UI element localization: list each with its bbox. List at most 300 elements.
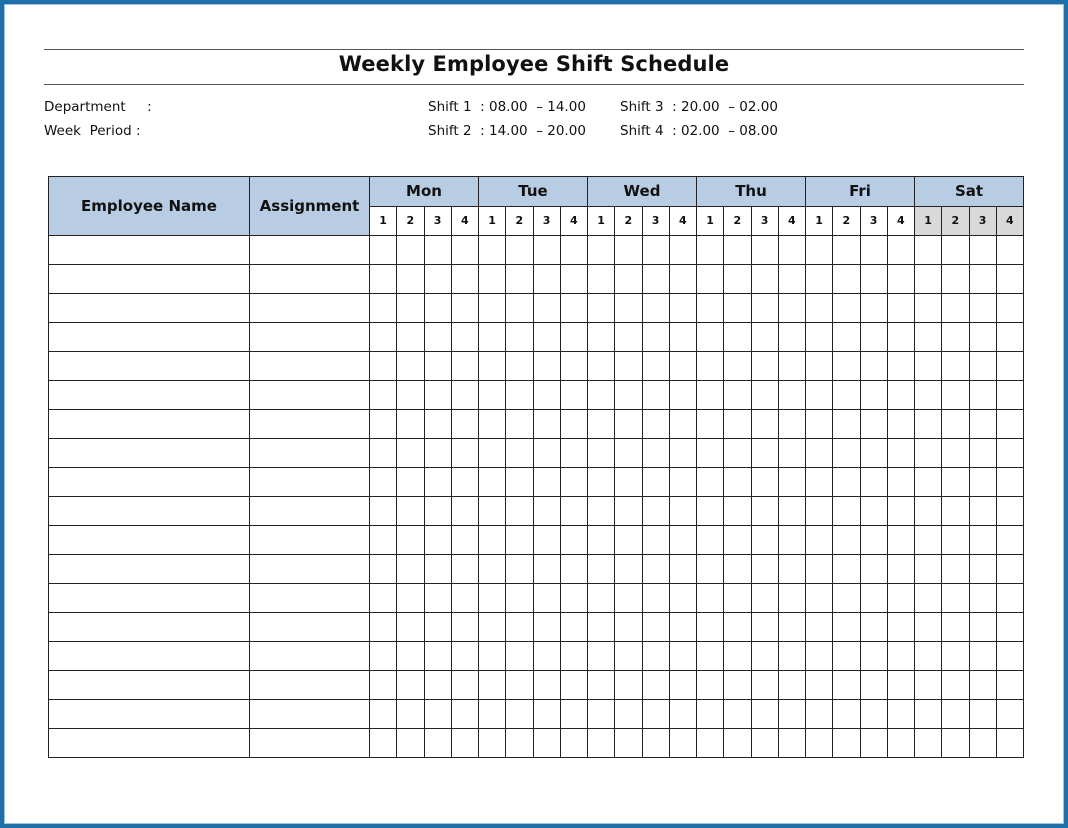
shift-cell[interactable]	[506, 468, 533, 497]
shift-cell[interactable]	[778, 497, 805, 526]
assignment-cell[interactable]	[250, 352, 370, 381]
shift-cell[interactable]	[778, 236, 805, 265]
shift-cell[interactable]	[588, 381, 615, 410]
shift-cell[interactable]	[588, 642, 615, 671]
employee-name-cell[interactable]	[49, 265, 250, 294]
shift-cell[interactable]	[397, 265, 424, 294]
shift-cell[interactable]	[588, 700, 615, 729]
shift-cell[interactable]	[669, 236, 696, 265]
shift-cell[interactable]	[942, 294, 969, 323]
shift-cell[interactable]	[887, 642, 914, 671]
shift-cell[interactable]	[669, 381, 696, 410]
shift-cell[interactable]	[806, 555, 833, 584]
shift-cell[interactable]	[833, 352, 860, 381]
shift-cell[interactable]	[642, 729, 669, 758]
shift-cell[interactable]	[370, 381, 397, 410]
assignment-cell[interactable]	[250, 729, 370, 758]
shift-cell[interactable]	[451, 613, 478, 642]
shift-cell[interactable]	[669, 323, 696, 352]
shift-cell[interactable]	[915, 236, 942, 265]
shift-cell[interactable]	[887, 294, 914, 323]
shift-cell[interactable]	[588, 294, 615, 323]
shift-cell[interactable]	[588, 410, 615, 439]
shift-cell[interactable]	[833, 265, 860, 294]
shift-cell[interactable]	[397, 410, 424, 439]
shift-cell[interactable]	[615, 555, 642, 584]
shift-cell[interactable]	[615, 671, 642, 700]
shift-cell[interactable]	[860, 381, 887, 410]
shift-cell[interactable]	[915, 323, 942, 352]
shift-cell[interactable]	[996, 584, 1023, 613]
shift-cell[interactable]	[615, 381, 642, 410]
shift-cell[interactable]	[833, 700, 860, 729]
shift-cell[interactable]	[887, 555, 914, 584]
employee-name-cell[interactable]	[49, 729, 250, 758]
shift-cell[interactable]	[533, 381, 560, 410]
shift-cell[interactable]	[996, 729, 1023, 758]
shift-cell[interactable]	[370, 729, 397, 758]
shift-cell[interactable]	[778, 410, 805, 439]
shift-cell[interactable]	[560, 613, 587, 642]
shift-cell[interactable]	[724, 555, 751, 584]
shift-cell[interactable]	[642, 468, 669, 497]
shift-cell[interactable]	[533, 265, 560, 294]
shift-cell[interactable]	[424, 526, 451, 555]
shift-cell[interactable]	[860, 410, 887, 439]
shift-cell[interactable]	[697, 584, 724, 613]
shift-cell[interactable]	[642, 265, 669, 294]
shift-cell[interactable]	[588, 555, 615, 584]
shift-cell[interactable]	[697, 613, 724, 642]
shift-cell[interactable]	[669, 468, 696, 497]
shift-cell[interactable]	[588, 439, 615, 468]
shift-cell[interactable]	[451, 439, 478, 468]
shift-cell[interactable]	[506, 381, 533, 410]
shift-cell[interactable]	[806, 497, 833, 526]
shift-cell[interactable]	[451, 584, 478, 613]
shift-cell[interactable]	[887, 381, 914, 410]
shift-cell[interactable]	[724, 381, 751, 410]
shift-cell[interactable]	[533, 526, 560, 555]
shift-cell[interactable]	[642, 381, 669, 410]
shift-cell[interactable]	[370, 642, 397, 671]
shift-cell[interactable]	[615, 439, 642, 468]
shift-cell[interactable]	[560, 555, 587, 584]
shift-cell[interactable]	[778, 381, 805, 410]
shift-cell[interactable]	[669, 497, 696, 526]
shift-cell[interactable]	[451, 468, 478, 497]
shift-cell[interactable]	[397, 468, 424, 497]
shift-cell[interactable]	[860, 700, 887, 729]
shift-cell[interactable]	[915, 294, 942, 323]
shift-cell[interactable]	[751, 526, 778, 555]
shift-cell[interactable]	[370, 555, 397, 584]
shift-cell[interactable]	[942, 729, 969, 758]
shift-cell[interactable]	[397, 729, 424, 758]
shift-cell[interactable]	[397, 439, 424, 468]
shift-cell[interactable]	[996, 642, 1023, 671]
shift-cell[interactable]	[560, 700, 587, 729]
shift-cell[interactable]	[560, 439, 587, 468]
employee-name-cell[interactable]	[49, 700, 250, 729]
shift-cell[interactable]	[751, 439, 778, 468]
shift-cell[interactable]	[860, 468, 887, 497]
shift-cell[interactable]	[370, 613, 397, 642]
shift-cell[interactable]	[451, 671, 478, 700]
shift-cell[interactable]	[806, 671, 833, 700]
shift-cell[interactable]	[697, 439, 724, 468]
shift-cell[interactable]	[397, 323, 424, 352]
shift-cell[interactable]	[751, 642, 778, 671]
shift-cell[interactable]	[697, 526, 724, 555]
shift-cell[interactable]	[533, 323, 560, 352]
shift-cell[interactable]	[588, 729, 615, 758]
shift-cell[interactable]	[506, 584, 533, 613]
shift-cell[interactable]	[751, 729, 778, 758]
shift-cell[interactable]	[615, 236, 642, 265]
shift-cell[interactable]	[451, 526, 478, 555]
shift-cell[interactable]	[806, 381, 833, 410]
shift-cell[interactable]	[887, 323, 914, 352]
shift-cell[interactable]	[778, 613, 805, 642]
assignment-cell[interactable]	[250, 265, 370, 294]
shift-cell[interactable]	[697, 265, 724, 294]
shift-cell[interactable]	[424, 555, 451, 584]
shift-cell[interactable]	[806, 468, 833, 497]
shift-cell[interactable]	[560, 381, 587, 410]
shift-cell[interactable]	[506, 352, 533, 381]
shift-cell[interactable]	[451, 642, 478, 671]
shift-cell[interactable]	[887, 584, 914, 613]
shift-cell[interactable]	[996, 294, 1023, 323]
shift-cell[interactable]	[451, 236, 478, 265]
shift-cell[interactable]	[479, 555, 506, 584]
shift-cell[interactable]	[506, 729, 533, 758]
shift-cell[interactable]	[669, 642, 696, 671]
shift-cell[interactable]	[669, 526, 696, 555]
assignment-cell[interactable]	[250, 294, 370, 323]
assignment-cell[interactable]	[250, 381, 370, 410]
shift-cell[interactable]	[479, 352, 506, 381]
shift-cell[interactable]	[560, 323, 587, 352]
shift-cell[interactable]	[424, 323, 451, 352]
shift-cell[interactable]	[588, 526, 615, 555]
shift-cell[interactable]	[479, 294, 506, 323]
shift-cell[interactable]	[806, 236, 833, 265]
shift-cell[interactable]	[642, 352, 669, 381]
shift-cell[interactable]	[615, 584, 642, 613]
shift-cell[interactable]	[560, 236, 587, 265]
shift-cell[interactable]	[724, 700, 751, 729]
shift-cell[interactable]	[996, 381, 1023, 410]
shift-cell[interactable]	[642, 671, 669, 700]
shift-cell[interactable]	[833, 410, 860, 439]
shift-cell[interactable]	[642, 236, 669, 265]
shift-cell[interactable]	[996, 700, 1023, 729]
shift-cell[interactable]	[833, 555, 860, 584]
shift-cell[interactable]	[996, 497, 1023, 526]
shift-cell[interactable]	[479, 642, 506, 671]
shift-cell[interactable]	[833, 468, 860, 497]
assignment-cell[interactable]	[250, 439, 370, 468]
shift-cell[interactable]	[942, 381, 969, 410]
shift-cell[interactable]	[996, 236, 1023, 265]
assignment-cell[interactable]	[250, 236, 370, 265]
shift-cell[interactable]	[615, 352, 642, 381]
shift-cell[interactable]	[806, 323, 833, 352]
shift-cell[interactable]	[969, 439, 996, 468]
shift-cell[interactable]	[915, 700, 942, 729]
assignment-cell[interactable]	[250, 584, 370, 613]
shift-cell[interactable]	[724, 352, 751, 381]
shift-cell[interactable]	[751, 468, 778, 497]
shift-cell[interactable]	[615, 526, 642, 555]
shift-cell[interactable]	[942, 410, 969, 439]
shift-cell[interactable]	[370, 323, 397, 352]
shift-cell[interactable]	[860, 439, 887, 468]
shift-cell[interactable]	[833, 439, 860, 468]
shift-cell[interactable]	[451, 410, 478, 439]
shift-cell[interactable]	[969, 584, 996, 613]
shift-cell[interactable]	[751, 555, 778, 584]
shift-cell[interactable]	[642, 526, 669, 555]
shift-cell[interactable]	[588, 236, 615, 265]
shift-cell[interactable]	[451, 700, 478, 729]
shift-cell[interactable]	[588, 584, 615, 613]
shift-cell[interactable]	[833, 729, 860, 758]
shift-cell[interactable]	[996, 671, 1023, 700]
shift-cell[interactable]	[560, 526, 587, 555]
shift-cell[interactable]	[451, 294, 478, 323]
shift-cell[interactable]	[479, 526, 506, 555]
shift-cell[interactable]	[669, 439, 696, 468]
shift-cell[interactable]	[533, 700, 560, 729]
shift-cell[interactable]	[969, 352, 996, 381]
shift-cell[interactable]	[642, 555, 669, 584]
shift-cell[interactable]	[533, 497, 560, 526]
shift-cell[interactable]	[969, 323, 996, 352]
employee-name-cell[interactable]	[49, 526, 250, 555]
shift-cell[interactable]	[887, 497, 914, 526]
shift-cell[interactable]	[778, 323, 805, 352]
shift-cell[interactable]	[697, 323, 724, 352]
assignment-cell[interactable]	[250, 555, 370, 584]
shift-cell[interactable]	[615, 729, 642, 758]
shift-cell[interactable]	[915, 671, 942, 700]
shift-cell[interactable]	[397, 294, 424, 323]
shift-cell[interactable]	[942, 642, 969, 671]
shift-cell[interactable]	[370, 439, 397, 468]
shift-cell[interactable]	[642, 584, 669, 613]
shift-cell[interactable]	[751, 410, 778, 439]
shift-cell[interactable]	[533, 642, 560, 671]
shift-cell[interactable]	[996, 555, 1023, 584]
shift-cell[interactable]	[370, 468, 397, 497]
shift-cell[interactable]	[506, 700, 533, 729]
shift-cell[interactable]	[397, 352, 424, 381]
shift-cell[interactable]	[887, 613, 914, 642]
shift-cell[interactable]	[642, 410, 669, 439]
shift-cell[interactable]	[669, 671, 696, 700]
shift-cell[interactable]	[942, 236, 969, 265]
employee-name-cell[interactable]	[49, 236, 250, 265]
shift-cell[interactable]	[969, 526, 996, 555]
shift-cell[interactable]	[751, 613, 778, 642]
shift-cell[interactable]	[833, 642, 860, 671]
shift-cell[interactable]	[615, 497, 642, 526]
shift-cell[interactable]	[697, 381, 724, 410]
shift-cell[interactable]	[996, 410, 1023, 439]
shift-cell[interactable]	[724, 729, 751, 758]
shift-cell[interactable]	[451, 555, 478, 584]
shift-cell[interactable]	[915, 381, 942, 410]
shift-cell[interactable]	[751, 671, 778, 700]
shift-cell[interactable]	[669, 729, 696, 758]
shift-cell[interactable]	[778, 642, 805, 671]
employee-name-cell[interactable]	[49, 381, 250, 410]
shift-cell[interactable]	[560, 671, 587, 700]
shift-cell[interactable]	[833, 294, 860, 323]
shift-cell[interactable]	[560, 410, 587, 439]
shift-cell[interactable]	[533, 236, 560, 265]
shift-cell[interactable]	[751, 323, 778, 352]
shift-cell[interactable]	[370, 671, 397, 700]
shift-cell[interactable]	[697, 497, 724, 526]
assignment-cell[interactable]	[250, 613, 370, 642]
shift-cell[interactable]	[860, 555, 887, 584]
shift-cell[interactable]	[996, 468, 1023, 497]
shift-cell[interactable]	[451, 729, 478, 758]
shift-cell[interactable]	[424, 439, 451, 468]
shift-cell[interactable]	[615, 294, 642, 323]
shift-cell[interactable]	[887, 468, 914, 497]
shift-cell[interactable]	[751, 700, 778, 729]
shift-cell[interactable]	[778, 671, 805, 700]
shift-cell[interactable]	[533, 584, 560, 613]
shift-cell[interactable]	[642, 642, 669, 671]
shift-cell[interactable]	[560, 265, 587, 294]
shift-cell[interactable]	[506, 294, 533, 323]
employee-name-cell[interactable]	[49, 642, 250, 671]
shift-cell[interactable]	[506, 236, 533, 265]
shift-cell[interactable]	[697, 555, 724, 584]
employee-name-cell[interactable]	[49, 323, 250, 352]
shift-cell[interactable]	[424, 584, 451, 613]
shift-cell[interactable]	[397, 381, 424, 410]
shift-cell[interactable]	[887, 236, 914, 265]
shift-cell[interactable]	[860, 236, 887, 265]
shift-cell[interactable]	[778, 555, 805, 584]
shift-cell[interactable]	[451, 497, 478, 526]
shift-cell[interactable]	[479, 323, 506, 352]
shift-cell[interactable]	[724, 439, 751, 468]
shift-cell[interactable]	[560, 642, 587, 671]
shift-cell[interactable]	[397, 613, 424, 642]
shift-cell[interactable]	[697, 671, 724, 700]
shift-cell[interactable]	[778, 352, 805, 381]
shift-cell[interactable]	[833, 497, 860, 526]
shift-cell[interactable]	[424, 381, 451, 410]
shift-cell[interactable]	[724, 468, 751, 497]
shift-cell[interactable]	[506, 265, 533, 294]
shift-cell[interactable]	[615, 265, 642, 294]
shift-cell[interactable]	[560, 584, 587, 613]
shift-cell[interactable]	[506, 671, 533, 700]
employee-name-cell[interactable]	[49, 410, 250, 439]
assignment-cell[interactable]	[250, 700, 370, 729]
employee-name-cell[interactable]	[49, 671, 250, 700]
assignment-cell[interactable]	[250, 323, 370, 352]
shift-cell[interactable]	[533, 729, 560, 758]
shift-cell[interactable]	[860, 323, 887, 352]
shift-cell[interactable]	[397, 700, 424, 729]
shift-cell[interactable]	[506, 526, 533, 555]
shift-cell[interactable]	[969, 468, 996, 497]
shift-cell[interactable]	[397, 236, 424, 265]
shift-cell[interactable]	[424, 294, 451, 323]
shift-cell[interactable]	[615, 642, 642, 671]
shift-cell[interactable]	[887, 671, 914, 700]
shift-cell[interactable]	[506, 613, 533, 642]
assignment-cell[interactable]	[250, 642, 370, 671]
shift-cell[interactable]	[860, 642, 887, 671]
shift-cell[interactable]	[479, 584, 506, 613]
shift-cell[interactable]	[833, 526, 860, 555]
shift-cell[interactable]	[887, 729, 914, 758]
shift-cell[interactable]	[969, 729, 996, 758]
shift-cell[interactable]	[778, 265, 805, 294]
shift-cell[interactable]	[533, 410, 560, 439]
shift-cell[interactable]	[669, 613, 696, 642]
shift-cell[interactable]	[724, 497, 751, 526]
shift-cell[interactable]	[370, 526, 397, 555]
shift-cell[interactable]	[533, 439, 560, 468]
shift-cell[interactable]	[724, 671, 751, 700]
shift-cell[interactable]	[397, 584, 424, 613]
shift-cell[interactable]	[915, 439, 942, 468]
employee-name-cell[interactable]	[49, 555, 250, 584]
shift-cell[interactable]	[479, 613, 506, 642]
shift-cell[interactable]	[560, 352, 587, 381]
shift-cell[interactable]	[697, 729, 724, 758]
shift-cell[interactable]	[588, 671, 615, 700]
shift-cell[interactable]	[751, 265, 778, 294]
shift-cell[interactable]	[697, 352, 724, 381]
shift-cell[interactable]	[370, 236, 397, 265]
shift-cell[interactable]	[533, 294, 560, 323]
assignment-cell[interactable]	[250, 468, 370, 497]
shift-cell[interactable]	[969, 555, 996, 584]
shift-cell[interactable]	[397, 671, 424, 700]
shift-cell[interactable]	[424, 729, 451, 758]
shift-cell[interactable]	[642, 613, 669, 642]
shift-cell[interactable]	[942, 613, 969, 642]
shift-cell[interactable]	[969, 497, 996, 526]
shift-cell[interactable]	[615, 700, 642, 729]
shift-cell[interactable]	[887, 265, 914, 294]
shift-cell[interactable]	[697, 700, 724, 729]
shift-cell[interactable]	[915, 613, 942, 642]
shift-cell[interactable]	[588, 497, 615, 526]
shift-cell[interactable]	[479, 381, 506, 410]
shift-cell[interactable]	[588, 613, 615, 642]
shift-cell[interactable]	[969, 671, 996, 700]
shift-cell[interactable]	[424, 468, 451, 497]
employee-name-cell[interactable]	[49, 294, 250, 323]
shift-cell[interactable]	[806, 526, 833, 555]
shift-cell[interactable]	[479, 671, 506, 700]
shift-cell[interactable]	[942, 671, 969, 700]
